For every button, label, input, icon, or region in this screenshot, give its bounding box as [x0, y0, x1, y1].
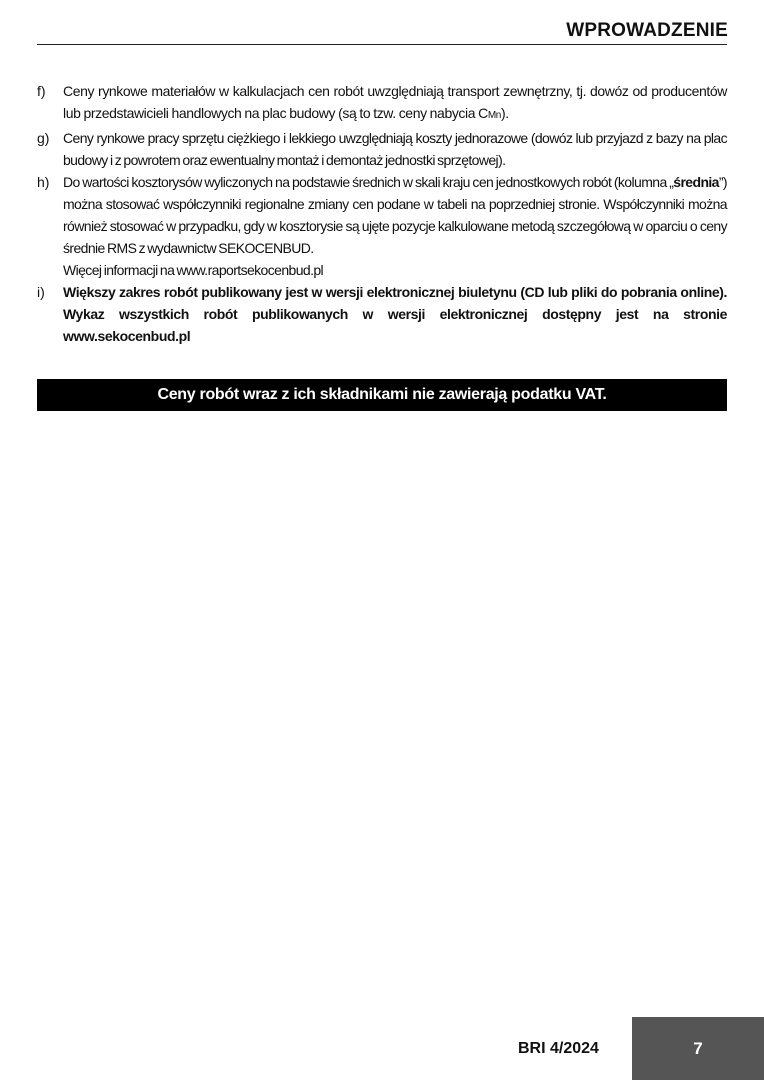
- note-label: g): [37, 130, 50, 146]
- note-item-g: [37, 127, 727, 171]
- page-number-box: [632, 1017, 764, 1080]
- vat-notice-banner: Ceny robót wraz z ich składnikami nie zawierają podatku VAT.: [37, 379, 727, 411]
- note-item-i: [37, 281, 727, 347]
- note-text: Większy zakres robót publikowany jest w wersji elektronicznej biuletynu (CD lub pliki do pobrania online). Wykaz wszystkich robót publikowanych w wersji elektronicznej dostępny jest na stronie www.sekocenbud.pl: [63, 284, 727, 344]
- note-text-end: ).: [500, 105, 509, 121]
- note-text: [63, 171, 727, 259]
- header-divider: [37, 44, 727, 45]
- note-subscript: Mn: [487, 110, 501, 121]
- more-info-line: Więcej informacji na www.raportsekocenbud.pl: [63, 262, 324, 278]
- note-text-bold: średnia: [673, 174, 719, 190]
- note-text-main: Ceny rynkowe materiałów w kalkulacjach cen robót uwzględniają transport zewnętrzny, tj. dowóz od producentów lub przedstawicieli handlowych na plac budowy (są to tzw. ceny nabycia C: [63, 83, 727, 121]
- note-label: i): [37, 284, 45, 300]
- note-text: Ceny rynkowe pracy sprzętu ciężkiego i lekkiego uwzględniają koszty jednorazowe (dowóz lub przyjazd z bazy na plac budowy i z powrotem oraz ewentualny montaż i demontaż jednostki sprzętowej).: [63, 130, 727, 168]
- notes-list: [37, 80, 727, 347]
- page-number: 7: [693, 1038, 703, 1058]
- note-item-h: [37, 171, 727, 281]
- note-label: h): [37, 174, 50, 190]
- note-item-f: [37, 80, 727, 127]
- footer-issue: BRI 4/2024: [518, 1040, 599, 1057]
- note-text-post: ”) można stosować współczynniki regionalne zmiany cen podane w tabeli na poprzedniej stronie. Współczynniki można również stosować w przypadku, gdy w kosztorysie są ujęte pozycje kalkulowane metodą szczegółową w oparciu o ceny średnie RMS z wydawnictw SEKOCENBUD.: [63, 174, 727, 256]
- note-label: f): [37, 83, 46, 99]
- note-text-pre: Do wartości kosztorysów wyliczonych na podstawie średnich w skali kraju cen jednostkowych robót (kolumna „: [63, 174, 674, 190]
- note-text: [63, 80, 727, 127]
- page-header-title: WPROWADZENIE: [566, 20, 728, 41]
